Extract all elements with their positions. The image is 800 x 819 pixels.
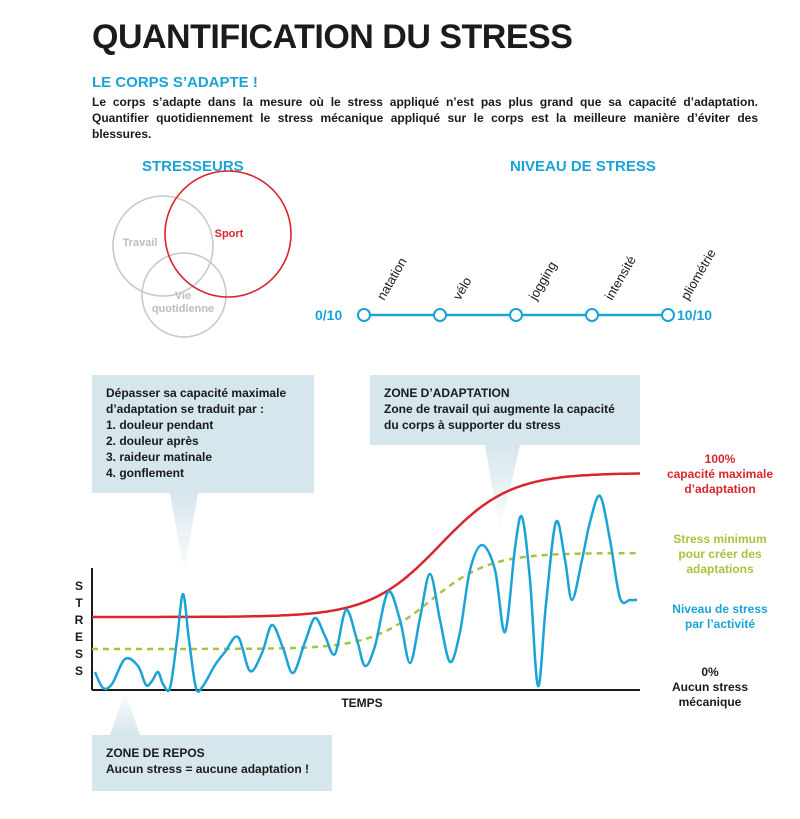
label-sport: Sport [214,228,244,240]
svg-text:T: T [75,596,83,610]
label-activity-stress: Niveau de stress par l’activité [672,602,768,631]
pointer-repos [110,690,140,735]
scale-point-label: vélo [449,274,475,303]
scale-point-label: intensité [601,253,639,303]
label-vie-line2: quotidienne [151,303,215,315]
callout-depasser-text: Dépasser sa capacité maximale d’adaptation se traduit par : [106,386,287,416]
list-item: 2. douleur après [106,434,199,448]
callout-repos-title: ZONE DE REPOS [106,746,205,760]
list-item: 4. gonflement [106,466,185,480]
page-title: QUANTIFICATION DU STRESS [92,18,573,56]
scale-point-label: natation [373,254,410,303]
svg-text:R: R [74,613,84,627]
section-subtitle: LE CORPS S’ADAPTE ! [92,74,258,91]
list-item: 3. raideur matinale [106,450,213,464]
list-item: 1. douleur pendant [106,418,214,432]
scale-point-label: jogging [525,258,560,303]
scale-max-label: 10/10 [677,307,713,323]
y-axis-label [75,579,84,678]
callout-adaptation-text: Zone de travail qui augmente la capacité du corps à supporter du stress [384,402,615,432]
label-stress-minimum: Stress minimum pour créer des adaptations [673,532,767,576]
svg-text:S: S [74,664,84,678]
label-zero-stress: 0% Aucun stress mécanique [671,665,749,709]
callout-adaptation-title: ZONE D’ADAPTATION [384,386,510,400]
niveau-heading: NIVEAU DE STRESS [510,158,656,175]
svg-text:S: S [74,647,84,661]
intro-paragraph: Le corps s’adapte dans la mesure où le stress appliqué n’est pas plus grand que sa capacité d’adaptation. Quantifier quotidiennement le stress mécanique appliqué sur le corps est la meilleure manière d’éviter des blessures. [92,95,758,141]
label-vie-line1: Vie [174,290,192,302]
svg-text:S: S [74,579,84,593]
label-travail: Travail [122,237,158,249]
stresseurs-heading: STRESSEURS [142,158,244,175]
callout-repos-text: Aucun stress = aucune adaptation ! [106,762,310,776]
svg-text:E: E [74,630,84,644]
pointer-depasser [170,493,198,573]
label-capacity-max: 100% capacité maximale d’adaptation [666,452,774,496]
scale-point-label: pliométrie [677,246,719,303]
x-axis-label: TEMPS [341,696,383,710]
scale-min-label: 0/10 [315,307,343,323]
